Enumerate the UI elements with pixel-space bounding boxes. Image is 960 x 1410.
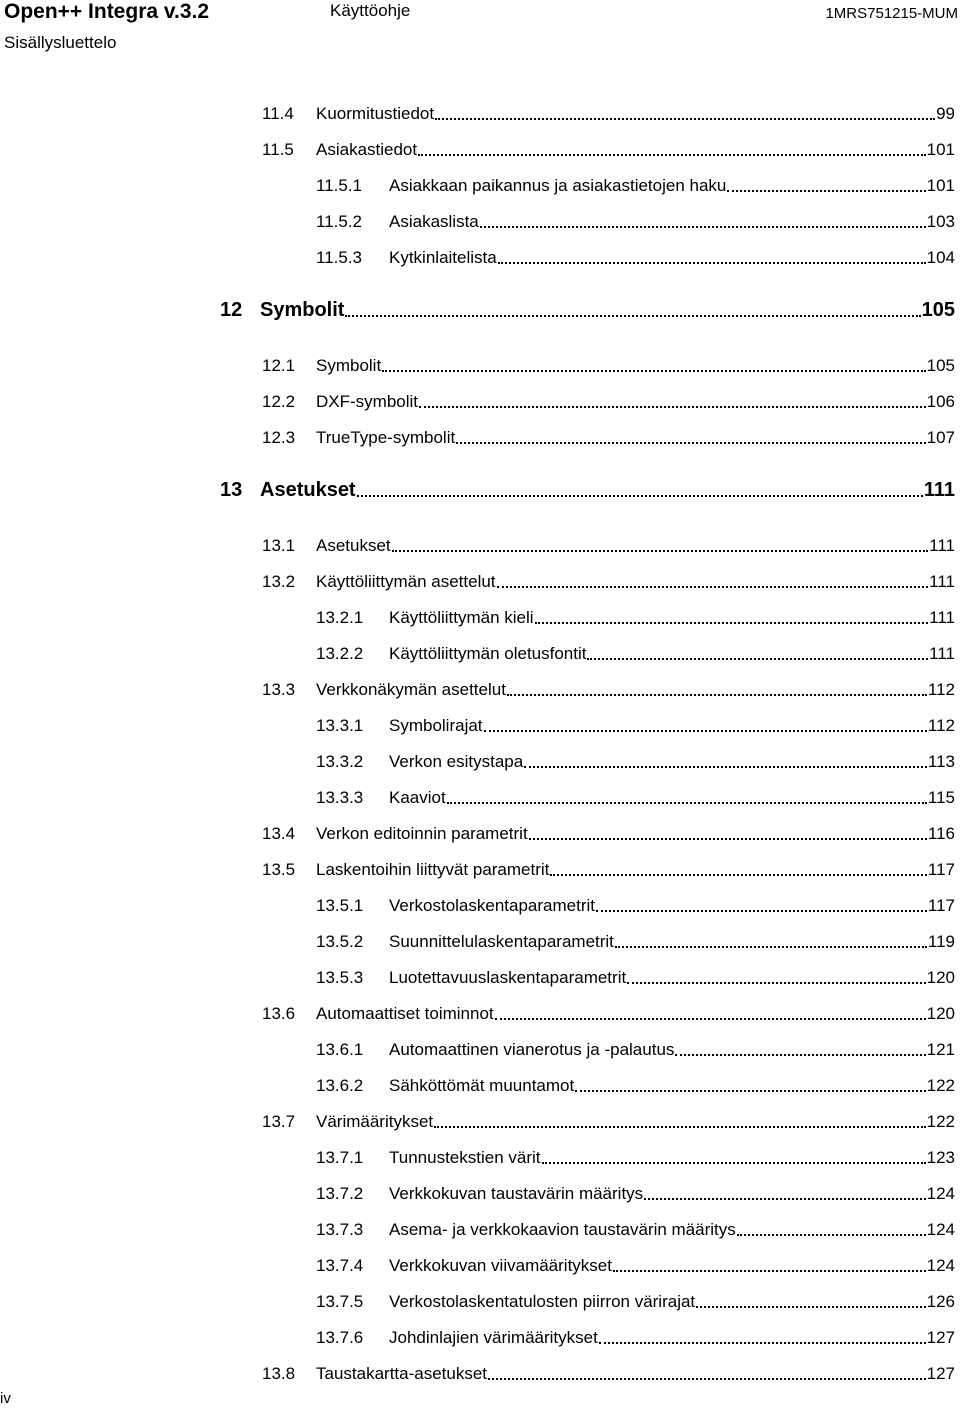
toc-entry-title: Verkon esitystapa [389, 752, 524, 771]
toc-entry[interactable] [262, 854, 955, 880]
toc-entry-title: Automaattinen vianerotus ja -palautus [389, 1040, 675, 1059]
toc-entry-page: 127 [926, 1364, 955, 1383]
toc-entry-number: 13.7.5 [316, 1292, 364, 1311]
toc-entry[interactable] [316, 782, 955, 808]
toc-entry[interactable] [262, 530, 955, 556]
toc-entry-page: 99 [936, 104, 955, 123]
toc-entry[interactable] [262, 674, 955, 700]
dot-leader [456, 442, 925, 444]
toc-entry[interactable] [316, 1142, 955, 1168]
toc-entry[interactable] [316, 1070, 955, 1096]
dot-leader [434, 1126, 925, 1128]
toc-entry-title: Symbolit [260, 299, 345, 321]
toc-entry[interactable] [316, 602, 955, 628]
toc-entry-number: 11.5.3 [316, 248, 363, 267]
dot-leader [550, 874, 927, 876]
toc-entry-number: 13.2.2 [316, 644, 364, 663]
toc-entry-number: 11.5.1 [316, 176, 363, 195]
dot-leader [529, 838, 927, 840]
dot-leader [357, 495, 923, 497]
toc-entry[interactable] [316, 1034, 955, 1060]
toc-entry-number: 12 [220, 299, 243, 321]
toc-entry[interactable] [316, 1322, 955, 1348]
dot-leader [615, 946, 927, 948]
toc-entry[interactable] [262, 134, 955, 160]
toc-entry-title: Asema- ja verkkokaavion taustavärin määritys [389, 1220, 736, 1239]
toc-entry-title: DXF-symbolit [316, 392, 419, 411]
toc-entry-page: 121 [926, 1040, 955, 1059]
dot-leader [696, 1306, 925, 1308]
toc-entry[interactable] [262, 350, 955, 376]
toc-entry-title: Sähköttömät muuntamot [389, 1076, 575, 1095]
dot-leader [675, 1054, 925, 1056]
toc-entry-number: 13.7.6 [316, 1328, 364, 1347]
dot-leader [392, 550, 929, 552]
toc-entry-number: 13.7.3 [316, 1220, 364, 1239]
toc-entry-page: 112 [927, 716, 955, 735]
toc-entry-number: 13.6.2 [316, 1076, 364, 1095]
toc-entry-number: 13.2.1 [316, 608, 364, 627]
toc-entry[interactable] [262, 1358, 955, 1384]
toc-entry-title: Verkkokuvan taustavärin määritys [389, 1184, 644, 1203]
toc-entry-page: 124 [926, 1184, 955, 1203]
toc-entry-title: Automaattiset toiminnot [316, 1004, 494, 1023]
dot-leader [613, 1270, 926, 1272]
toc-entry-number: 12.1 [262, 356, 296, 375]
toc-entry-page: 111 [923, 479, 955, 501]
toc-entry-number: 13.6 [262, 1004, 296, 1023]
toc-entry-number: 13.5 [262, 860, 296, 879]
toc-entry[interactable] [220, 476, 955, 502]
toc-entry-number: 13.3.3 [316, 788, 364, 807]
dot-leader [542, 1162, 926, 1164]
toc-entry[interactable] [262, 422, 955, 448]
toc-entry-page: 119 [927, 932, 955, 951]
dot-leader [599, 1342, 926, 1344]
toc-entry-page: 103 [926, 212, 955, 231]
toc-entry[interactable] [316, 1286, 955, 1312]
toc-entry[interactable] [316, 710, 955, 736]
toc-entry-title: Luotettavuuslaskentaparametrit [389, 968, 627, 987]
dot-leader [345, 315, 920, 317]
page-number: iv [0, 1390, 11, 1407]
dot-leader [587, 658, 928, 660]
toc-entry-title: Käyttöliittymän asettelut [316, 572, 496, 591]
toc-entry[interactable] [316, 1250, 955, 1276]
toc-entry-page: 111 [929, 608, 955, 627]
dot-leader [727, 190, 925, 192]
toc-entry-page: 105 [921, 299, 955, 321]
toc-entry[interactable] [316, 890, 955, 916]
toc-entry-page: 105 [926, 356, 955, 375]
toc-entry-title: Kaaviot [389, 788, 446, 807]
dot-leader [596, 910, 927, 912]
toc-entry-number: 13.3.2 [316, 752, 364, 771]
toc-entry-number: 13.7.2 [316, 1184, 364, 1203]
dot-leader [382, 370, 925, 372]
toc-entry-page: 117 [927, 860, 955, 879]
toc-entry-page: 123 [926, 1148, 955, 1167]
toc-entry[interactable] [316, 746, 955, 772]
toc-entry[interactable] [316, 926, 955, 952]
toc-entry-page: 124 [926, 1220, 955, 1239]
dot-leader [498, 262, 926, 264]
toc-entry-title: Kuormitustiedot [316, 104, 435, 123]
toc-entry-page: 101 [926, 176, 955, 195]
toc-entry-title: Verkostolaskentatulosten piirron värirajat [389, 1292, 696, 1311]
toc-entry-title: Käyttöliittymän kieli [389, 608, 534, 627]
dot-leader [447, 802, 927, 804]
dot-leader [524, 766, 927, 768]
toc-entry-number: 11.4 [262, 104, 294, 123]
toc-entry-page: 111 [929, 644, 955, 663]
dot-leader [488, 1378, 926, 1380]
document-title: Open++ Integra v.3.2 [4, 0, 210, 23]
toc-entry-number: 13.8 [262, 1364, 296, 1383]
toc-entry[interactable] [316, 170, 955, 196]
toc-entry-title: Värimääritykset [316, 1112, 434, 1131]
toc-entry-number: 13.7 [262, 1112, 296, 1131]
toc-entry-title: Laskentoihin liittyvät parametrit [316, 860, 550, 879]
dot-leader [418, 154, 926, 156]
toc-entry-number: 13.1 [262, 536, 296, 555]
toc-entry-number: 13.5.3 [316, 968, 364, 987]
toc-entry-title: Johdinlajien värimääritykset [389, 1328, 598, 1347]
toc-entry-title: Symbolirajat [389, 716, 483, 735]
toc-entry-title: Verkostolaskentaparametrit [389, 896, 595, 915]
toc-entry-number: 13.2 [262, 572, 296, 591]
toc-entry-page: 112 [927, 680, 955, 699]
dot-leader [627, 982, 925, 984]
toc-entry[interactable] [316, 1214, 955, 1240]
toc-entry-page: 111 [929, 572, 955, 591]
toc-entry-number: 13.7.1 [316, 1148, 364, 1167]
toc-entry-number: 11.5.2 [316, 212, 363, 231]
toc-entry[interactable] [316, 242, 955, 268]
toc-entry-number: 12.3 [262, 428, 296, 447]
toc-entry-title: Asiakkaan paikannus ja asiakastietojen haku [389, 176, 727, 195]
toc-entry-title: Asetukset [260, 479, 356, 501]
toc-entry-title: Verkon editoinnin parametrit [316, 824, 528, 843]
toc-entry-page: 117 [927, 896, 955, 915]
toc-entry[interactable] [262, 566, 955, 592]
toc-entry-number: 13.3 [262, 680, 296, 699]
toc-entry-number: 13.4 [262, 824, 296, 843]
document-type: Käyttöohje [330, 1, 411, 20]
page-header [0, 0, 960, 56]
toc-entry-page: 101 [926, 140, 955, 159]
toc-entry-page: 120 [926, 968, 955, 987]
dot-leader [435, 118, 935, 120]
toc-entry-page: 111 [929, 536, 955, 555]
dot-leader [575, 1090, 925, 1092]
toc-entry[interactable] [262, 998, 955, 1024]
toc-entry-title: Asiakastiedot [316, 140, 418, 159]
toc-entry-number: 13.6.1 [316, 1040, 364, 1059]
toc-entry[interactable] [316, 962, 955, 988]
toc-entry-title: Asetukset [316, 536, 391, 555]
toc-entry-number: 13.5.1 [316, 896, 364, 915]
toc-entry-page: 122 [926, 1076, 955, 1095]
toc-entry[interactable] [316, 638, 955, 664]
toc-entry-number: 13 [220, 479, 243, 501]
toc-entry-page: 122 [926, 1112, 955, 1131]
dot-leader [497, 586, 929, 588]
toc-entry-number: 13.7.4 [316, 1256, 364, 1275]
dot-leader [419, 406, 926, 408]
toc-entry[interactable] [316, 1178, 955, 1204]
toc-entry-page: 126 [926, 1292, 955, 1311]
toc-entry-page: 120 [926, 1004, 955, 1023]
toc-entry-page: 115 [927, 788, 955, 807]
toc-entry-title: TrueType-symbolit [316, 428, 456, 447]
toc-entry-page: 106 [926, 392, 955, 411]
toc-entry-number: 12.2 [262, 392, 296, 411]
toc-entry[interactable] [262, 1106, 955, 1132]
toc-entry-number: 11.5 [262, 140, 294, 159]
toc-entry-page: 116 [927, 824, 955, 843]
toc-entry-page: 124 [926, 1256, 955, 1275]
toc-entry[interactable] [262, 98, 955, 124]
toc-entry-page: 113 [927, 752, 955, 771]
toc-entry-title: Tunnustekstien värit [389, 1148, 541, 1167]
toc-entry-number: 13.3.1 [316, 716, 364, 735]
document-id: 1MRS751215-MUM [825, 5, 958, 22]
toc-entry-title: Suunnittelulaskentaparametrit [389, 932, 614, 951]
toc-entry-title: Kytkinlaitelista [389, 248, 497, 267]
section-title: Sisällysluettelo [4, 33, 117, 52]
dot-leader [644, 1198, 925, 1200]
toc-entry[interactable] [220, 296, 955, 322]
dot-leader [535, 622, 929, 624]
toc-entry-title: Symbolit [316, 356, 382, 375]
toc-entry-page: 127 [926, 1328, 955, 1347]
toc-entry-page: 104 [926, 248, 955, 267]
toc-entry-page: 107 [926, 428, 955, 447]
toc-entry-title: Taustakartta-asetukset [316, 1364, 488, 1383]
toc-entry[interactable] [316, 206, 955, 232]
toc-entry[interactable] [262, 386, 955, 412]
dot-leader [507, 694, 927, 696]
dot-leader [480, 226, 926, 228]
dot-leader [484, 730, 927, 732]
toc-entry-title: Verkkonäkymän asettelut [316, 680, 506, 699]
toc-entry-title: Verkkokuvan viivamääritykset [389, 1256, 612, 1275]
toc-entry-title: Asiakaslista [389, 212, 479, 231]
dot-leader [495, 1018, 926, 1020]
toc-entry-title: Käyttöliittymän oletusfontit [389, 644, 587, 663]
toc-entry[interactable] [262, 818, 955, 844]
dot-leader [737, 1234, 926, 1236]
toc-entry-number: 13.5.2 [316, 932, 364, 951]
